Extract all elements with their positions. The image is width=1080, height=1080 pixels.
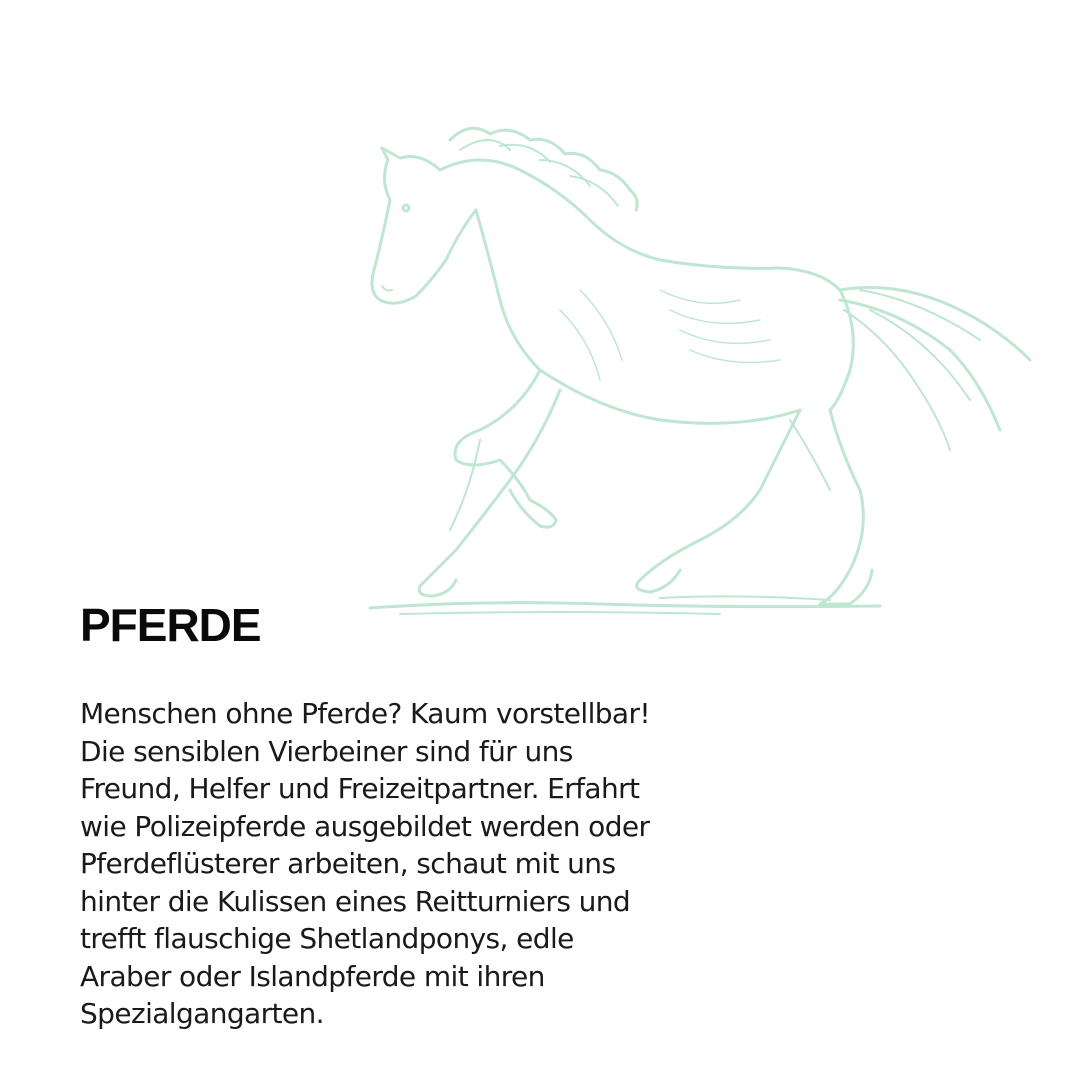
description-text	[80, 695, 700, 1033]
description-line: Spezialgangarten.	[80, 997, 324, 1030]
description-line: Menschen ohne Pferde? Kaum vorstellbar!	[80, 697, 651, 730]
horse-illustration	[360, 110, 1050, 630]
description-line: wie Polizeipferde ausgebildet werden oder	[80, 809, 650, 843]
page-title: PFERDE	[80, 599, 261, 651]
description-line: trefft flauschige Shetlandponys, edle	[80, 922, 574, 955]
description-line: Die sensiblen Vierbeiner sind für uns	[80, 734, 573, 768]
description-line: Freund, Helfer und Freizeitpartner. Erfahrt	[80, 772, 640, 805]
galloping-horse-icon	[360, 110, 1050, 630]
description-line: hinter die Kulissen eines Reitturniers und	[80, 884, 631, 918]
description-line: Araber oder Islandpferde mit ihren	[80, 959, 545, 993]
description-line: Pferdeflüsterer arbeiten, schaut mit uns	[80, 847, 616, 880]
